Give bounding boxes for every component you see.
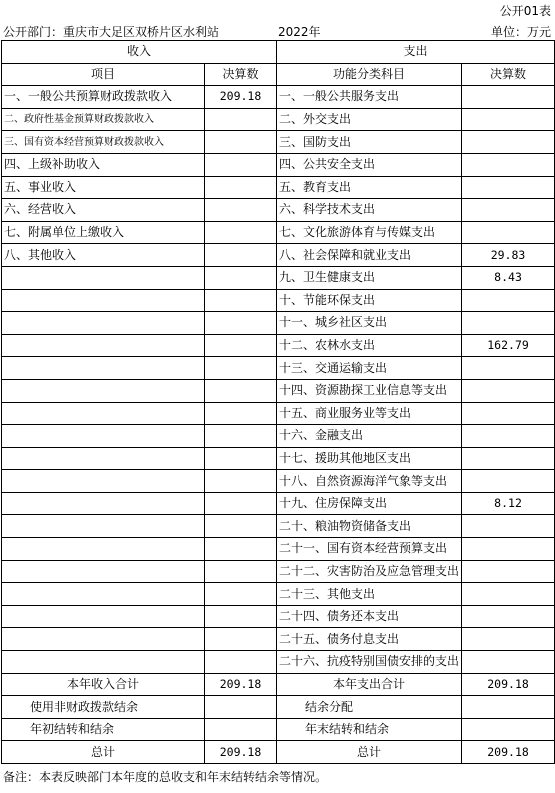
expense-amount-cell xyxy=(462,628,555,651)
table-row xyxy=(2,628,555,651)
expense-amount-cell xyxy=(462,176,555,199)
ending-value xyxy=(462,718,555,741)
table-row xyxy=(2,153,555,176)
income-item-cell xyxy=(2,651,205,674)
income-section-header: 收入 xyxy=(2,41,277,64)
income-item-cell xyxy=(2,470,205,493)
expense-item-cell: 九、卫生健康支出 xyxy=(277,266,462,289)
income-item-cell xyxy=(2,379,205,402)
table-row xyxy=(2,357,555,380)
department-label: 公开部门：重庆市大足区双桥片区水利站 xyxy=(3,25,220,39)
income-amount-cell xyxy=(205,108,277,131)
expense-item-cell: 二、外交支出 xyxy=(277,108,462,131)
expense-amount-cell xyxy=(462,515,555,538)
expense-amount-cell xyxy=(462,221,555,244)
expense-total-value: 209.18 xyxy=(462,673,555,696)
income-item-cell: 七、附属单位上缴收入 xyxy=(2,221,205,244)
annual-total-row xyxy=(2,673,555,696)
income-item-cell xyxy=(2,425,205,448)
income-amount-cell xyxy=(205,357,277,380)
grand-total-row xyxy=(2,741,555,764)
income-item-cell: 五、事业收入 xyxy=(2,176,205,199)
budget-table xyxy=(1,40,555,764)
income-amount-cell xyxy=(205,651,277,674)
section-header-row xyxy=(2,41,555,64)
income-item-cell xyxy=(2,334,205,357)
income-amount-cell xyxy=(205,628,277,651)
income-amount-cell xyxy=(205,176,277,199)
table-row xyxy=(2,470,555,493)
grand-total-expense: 209.18 xyxy=(462,741,555,764)
expense-item-cell: 二十四、债务还本支出 xyxy=(277,605,462,628)
income-amount-cell xyxy=(205,244,277,267)
income-amount-cell xyxy=(205,312,277,335)
table-row xyxy=(2,538,555,561)
table-row xyxy=(2,425,555,448)
expense-amount-cell xyxy=(462,583,555,606)
income-amount-cell xyxy=(205,379,277,402)
income-item-cell xyxy=(2,289,205,312)
expense-amount-cell xyxy=(462,470,555,493)
expense-amount-cell xyxy=(462,357,555,380)
expense-amount-cell xyxy=(462,560,555,583)
beginning-label: 年初结转和结余 xyxy=(2,718,205,741)
expense-amount-cell xyxy=(462,131,555,154)
year-label: 2022年 xyxy=(278,25,321,39)
table-row xyxy=(2,447,555,470)
table-row xyxy=(2,492,555,515)
income-item-cell xyxy=(2,605,205,628)
income-amount-cell xyxy=(205,266,277,289)
income-item-header: 项目 xyxy=(2,63,205,86)
expense-item-cell: 十一、城乡社区支出 xyxy=(277,312,462,335)
income-amount-cell xyxy=(205,425,277,448)
expense-amount-cell xyxy=(462,153,555,176)
expense-amount-cell: 8.12 xyxy=(462,492,555,515)
expense-amount-cell xyxy=(462,199,555,222)
income-amount-cell xyxy=(205,583,277,606)
table-row xyxy=(2,131,555,154)
income-item-cell xyxy=(2,402,205,425)
expense-amount-cell: 8.43 xyxy=(462,266,555,289)
income-item-cell xyxy=(2,357,205,380)
income-item-cell xyxy=(2,312,205,335)
expense-total-label: 本年支出合计 xyxy=(277,673,462,696)
income-item-cell: 二、政府性基金预算财政拨款收入 xyxy=(2,108,205,131)
income-item-cell xyxy=(2,560,205,583)
expense-amount-cell: 29.83 xyxy=(462,244,555,267)
income-amount-cell xyxy=(205,515,277,538)
nonfiscal-label: 使用非财政拨款结余 xyxy=(2,696,205,719)
nonfiscal-value xyxy=(205,696,277,719)
income-amount-cell xyxy=(205,560,277,583)
income-amount-cell xyxy=(205,470,277,493)
expense-item-cell: 二十六、抗疫特别国债安排的支出 xyxy=(277,651,462,674)
expense-amount-cell xyxy=(462,379,555,402)
income-amount-cell xyxy=(205,538,277,561)
income-total-label: 本年收入合计 xyxy=(2,673,205,696)
table-row xyxy=(2,244,555,267)
expense-item-cell: 六、科学技术支出 xyxy=(277,199,462,222)
income-amount-cell xyxy=(205,199,277,222)
income-amount-header: 决算数 xyxy=(205,63,277,86)
expense-item-cell: 十八、自然资源海洋气象等支出 xyxy=(277,470,462,493)
expense-item-cell: 十三、交通运输支出 xyxy=(277,357,462,380)
income-total-value: 209.18 xyxy=(205,673,277,696)
unit-label: 单位：万元 xyxy=(490,25,551,39)
expense-amount-cell xyxy=(462,651,555,674)
expense-item-cell: 二十三、其他支出 xyxy=(277,583,462,606)
expense-item-cell: 五、教育支出 xyxy=(277,176,462,199)
nonfiscal-row xyxy=(2,696,555,719)
expense-amount-cell xyxy=(462,312,555,335)
expense-amount-cell xyxy=(462,605,555,628)
income-item-cell: 一、一般公共预算财政拨款收入 xyxy=(2,86,205,109)
income-item-cell xyxy=(2,492,205,515)
table-row xyxy=(2,289,555,312)
income-amount-cell xyxy=(205,447,277,470)
expense-item-cell: 十、节能环保支出 xyxy=(277,289,462,312)
income-amount-cell xyxy=(205,221,277,244)
table-row xyxy=(2,199,555,222)
income-item-cell: 八、其他收入 xyxy=(2,244,205,267)
expense-amount-cell xyxy=(462,86,555,109)
beginning-value xyxy=(205,718,277,741)
expense-amount-header: 决算数 xyxy=(462,63,555,86)
income-amount-cell xyxy=(205,289,277,312)
table-row xyxy=(2,176,555,199)
table-row xyxy=(2,266,555,289)
expense-item-cell: 四、公共安全支出 xyxy=(277,153,462,176)
table-row xyxy=(2,312,555,335)
expense-item-cell: 一、一般公共服务支出 xyxy=(277,86,462,109)
income-amount-cell xyxy=(205,402,277,425)
income-item-cell xyxy=(2,266,205,289)
expense-item-cell: 十五、商业服务业等支出 xyxy=(277,402,462,425)
grand-total-label-expense: 总计 xyxy=(277,741,462,764)
expense-item-cell: 十九、住房保障支出 xyxy=(277,492,462,515)
income-amount-cell xyxy=(205,153,277,176)
expense-item-cell: 十二、农林水支出 xyxy=(277,334,462,357)
expense-item-cell: 二十二、灾害防治及应急管理支出 xyxy=(277,560,462,583)
distribution-value xyxy=(462,696,555,719)
expense-amount-cell xyxy=(462,289,555,312)
table-row xyxy=(2,334,555,357)
footnote: 备注：本表反映部门本年度的总收支和年末结转结余等情况。 xyxy=(3,770,328,784)
table-row xyxy=(2,221,555,244)
expense-item-cell: 二十五、债务付息支出 xyxy=(277,628,462,651)
table-row xyxy=(2,402,555,425)
table-row xyxy=(2,379,555,402)
expense-amount-cell xyxy=(462,538,555,561)
distribution-label: 结余分配 xyxy=(277,696,462,719)
expense-amount-cell xyxy=(462,108,555,131)
income-amount-cell xyxy=(205,334,277,357)
table-row xyxy=(2,560,555,583)
table-row xyxy=(2,515,555,538)
table-row xyxy=(2,583,555,606)
income-amount-cell xyxy=(205,605,277,628)
income-item-cell: 四、上级补助收入 xyxy=(2,153,205,176)
expense-item-cell: 十六、金融支出 xyxy=(277,425,462,448)
income-item-cell xyxy=(2,583,205,606)
expense-item-header: 功能分类科目 xyxy=(277,63,462,86)
income-item-cell xyxy=(2,447,205,470)
expense-item-cell: 十四、资源勘探工业信息等支出 xyxy=(277,379,462,402)
income-item-cell: 六、经营收入 xyxy=(2,199,205,222)
expense-item-cell: 八、社会保障和就业支出 xyxy=(277,244,462,267)
column-header-row xyxy=(2,63,555,86)
income-amount-cell xyxy=(205,492,277,515)
table-code: 公开01表 xyxy=(499,4,551,18)
expense-amount-cell: 162.79 xyxy=(462,334,555,357)
income-amount-cell xyxy=(205,131,277,154)
expense-section-header: 支出 xyxy=(277,41,555,64)
expense-amount-cell xyxy=(462,447,555,470)
expense-item-cell: 三、国防支出 xyxy=(277,131,462,154)
ending-label: 年末结转和结余 xyxy=(277,718,462,741)
table-row xyxy=(2,651,555,674)
expense-item-cell: 二十、粮油物资储备支出 xyxy=(277,515,462,538)
expense-amount-cell xyxy=(462,425,555,448)
income-item-cell xyxy=(2,538,205,561)
table-row xyxy=(2,86,555,109)
table-row xyxy=(2,108,555,131)
income-item-cell xyxy=(2,515,205,538)
grand-total-income: 209.18 xyxy=(205,741,277,764)
income-item-cell: 三、国有资本经营预算财政拨款收入 xyxy=(2,131,205,154)
expense-item-cell: 十七、援助其他地区支出 xyxy=(277,447,462,470)
table-row xyxy=(2,605,555,628)
income-amount-cell: 209.18 xyxy=(205,86,277,109)
expense-item-cell: 二十一、国有资本经营预算支出 xyxy=(277,538,462,561)
grand-total-label-income: 总计 xyxy=(2,741,205,764)
expense-item-cell: 七、文化旅游体育与传媒支出 xyxy=(277,221,462,244)
expense-amount-cell xyxy=(462,402,555,425)
income-item-cell xyxy=(2,628,205,651)
carryover-row xyxy=(2,718,555,741)
